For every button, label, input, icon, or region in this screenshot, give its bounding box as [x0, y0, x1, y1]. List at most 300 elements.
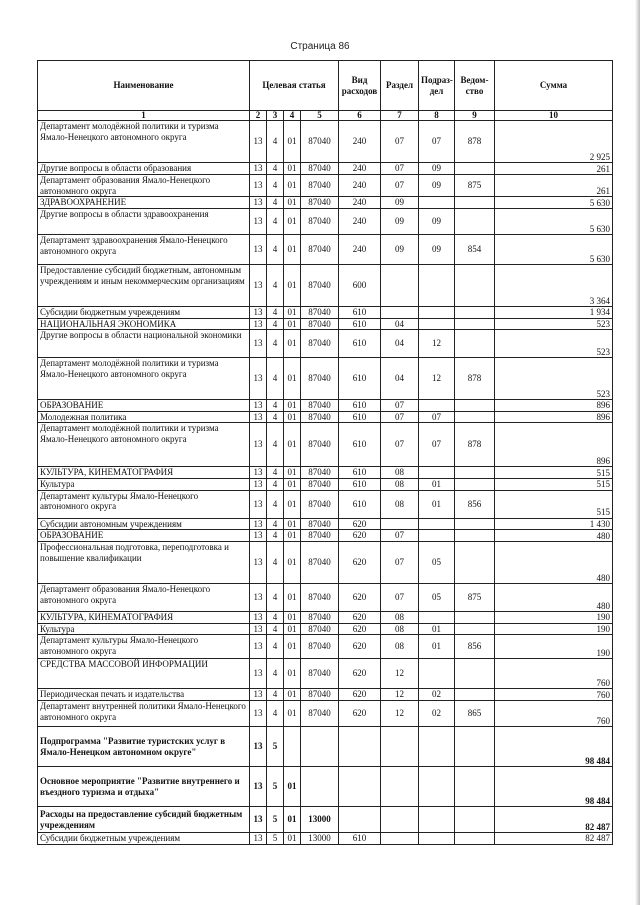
amount-value: 480 [495, 530, 613, 542]
target-code-program: 13 [250, 121, 267, 163]
table-row [38, 530, 613, 542]
expense-kind: 610 [339, 411, 381, 423]
row-name: СРЕДСТВА МАССОВОЙ ИНФОРМАЦИИ [38, 659, 250, 689]
target-code-direction: 87040 [301, 235, 339, 265]
target-code-program: 13 [250, 518, 267, 530]
amount-value: 190 [495, 612, 613, 624]
row-name: ОБРАЗОВАНИЕ [38, 400, 250, 412]
header-department: Ведом- ство [455, 61, 495, 111]
target-code-subprogram: 4 [267, 635, 284, 659]
header-row [38, 61, 613, 111]
row-name: Субсидии бюджетным учреждениям [38, 833, 250, 845]
table-row [38, 197, 613, 209]
target-code-subprogram: 4 [267, 623, 284, 635]
expense-kind: 240 [339, 235, 381, 265]
column-number: 4 [284, 111, 301, 121]
subsection-code: 01 [419, 635, 455, 659]
target-code-program: 13 [250, 530, 267, 542]
section-code: 12 [381, 659, 419, 689]
subsection-code [419, 612, 455, 624]
table-row [38, 358, 613, 400]
section-code: 07 [381, 530, 419, 542]
amount-value: 2 925 [495, 121, 613, 163]
subsection-code: 05 [419, 542, 455, 584]
target-code-subprogram: 4 [267, 358, 284, 400]
row-name: Предоставление субсидий бюджетным, автономным учреждениям и иным некоммерческим организациям [38, 265, 250, 307]
amount-value: 82 487 [495, 807, 613, 833]
expense-kind: 610 [339, 358, 381, 400]
department-code [455, 659, 495, 689]
target-code-event: 01 [284, 197, 301, 209]
department-code [455, 542, 495, 584]
expense-kind: 620 [339, 623, 381, 635]
target-code-direction: 13000 [301, 833, 339, 845]
section-code [381, 727, 419, 767]
target-code-program: 13 [250, 400, 267, 412]
subsection-code [419, 833, 455, 845]
target-code-subprogram: 4 [267, 235, 284, 265]
amount-value: 5 630 [495, 209, 613, 235]
target-code-direction: 87040 [301, 423, 339, 467]
header-amount: Сумма [495, 61, 613, 111]
target-code-program: 13 [250, 411, 267, 423]
subsection-code: 05 [419, 584, 455, 612]
target-code-event: 01 [284, 209, 301, 235]
column-number: 10 [495, 111, 613, 121]
target-code-program: 13 [250, 833, 267, 845]
section-code: 08 [381, 490, 419, 518]
amount-value: 261 [495, 175, 613, 197]
column-number: 2 [250, 111, 267, 121]
department-code: 878 [455, 358, 495, 400]
target-code-event: 01 [284, 767, 301, 807]
amount-value: 523 [495, 318, 613, 330]
target-code-event: 01 [284, 612, 301, 624]
target-code-event: 01 [284, 490, 301, 518]
target-code-direction: 87040 [301, 163, 339, 175]
table-row [38, 542, 613, 584]
row-name: Другие вопросы в области здравоохранения [38, 209, 250, 235]
target-code-subprogram: 5 [267, 727, 284, 767]
section-code: 07 [381, 121, 419, 163]
target-code-subprogram: 4 [267, 307, 284, 319]
department-code: 854 [455, 235, 495, 265]
table-row [38, 701, 613, 727]
target-code-event: 01 [284, 330, 301, 358]
section-code: 09 [381, 209, 419, 235]
target-code-subprogram: 4 [267, 701, 284, 727]
target-code-program: 13 [250, 701, 267, 727]
target-code-program: 13 [250, 490, 267, 518]
target-code-program: 13 [250, 163, 267, 175]
expense-kind: 620 [339, 542, 381, 584]
row-name: Культура [38, 479, 250, 491]
target-code-subprogram: 4 [267, 175, 284, 197]
column-number: 1 [38, 111, 250, 121]
target-code-program: 13 [250, 635, 267, 659]
header-kind: Вид расходов [339, 61, 381, 111]
department-code: 875 [455, 175, 495, 197]
target-code-event: 01 [284, 411, 301, 423]
section-code: 12 [381, 701, 419, 727]
expense-kind: 620 [339, 518, 381, 530]
table-row [38, 330, 613, 358]
target-code-subprogram: 5 [267, 767, 284, 807]
section-code: 07 [381, 423, 419, 467]
subsection-code [419, 659, 455, 689]
target-code-event: 01 [284, 307, 301, 319]
expense-kind: 610 [339, 490, 381, 518]
target-code-program: 13 [250, 767, 267, 807]
department-code [455, 767, 495, 807]
column-number: 8 [419, 111, 455, 121]
expense-kind: 620 [339, 659, 381, 689]
target-code-subprogram: 4 [267, 659, 284, 689]
subsection-code: 07 [419, 411, 455, 423]
target-code-direction: 87040 [301, 659, 339, 689]
department-code [455, 163, 495, 175]
target-code-program: 13 [250, 727, 267, 767]
column-number: 6 [339, 111, 381, 121]
subsection-code: 01 [419, 479, 455, 491]
section-code: 08 [381, 467, 419, 479]
target-code-program: 13 [250, 358, 267, 400]
target-code-event: 01 [284, 358, 301, 400]
expense-kind: 620 [339, 701, 381, 727]
department-code [455, 307, 495, 319]
section-code: 04 [381, 318, 419, 330]
section-code: 07 [381, 411, 419, 423]
target-code-subprogram: 4 [267, 209, 284, 235]
subsection-code [419, 467, 455, 479]
expense-kind: 610 [339, 400, 381, 412]
row-name: Департамент молодёжной политики и туризма Ямало-Ненецкого автономного округа [38, 121, 250, 163]
expense-kind: 240 [339, 197, 381, 209]
target-code-direction: 87040 [301, 689, 339, 701]
row-name: Департамент образования Ямало-Ненецкого автономного округа [38, 175, 250, 197]
amount-value: 523 [495, 358, 613, 400]
department-code [455, 209, 495, 235]
section-code: 08 [381, 635, 419, 659]
target-code-program: 13 [250, 423, 267, 467]
section-code [381, 265, 419, 307]
expense-kind: 620 [339, 584, 381, 612]
subsection-code: 09 [419, 235, 455, 265]
amount-value: 1 430 [495, 518, 613, 530]
section-code: 08 [381, 479, 419, 491]
target-code-direction [301, 727, 339, 767]
department-code [455, 689, 495, 701]
amount-value: 480 [495, 584, 613, 612]
department-code [455, 318, 495, 330]
amount-value: 896 [495, 423, 613, 467]
subsection-code: 07 [419, 423, 455, 467]
table-row [38, 833, 613, 845]
row-name: Субсидии бюджетным учреждениям [38, 307, 250, 319]
section-code: 07 [381, 584, 419, 612]
target-code-subprogram: 4 [267, 490, 284, 518]
target-code-subprogram: 4 [267, 689, 284, 701]
column-number: 7 [381, 111, 419, 121]
subsection-code: 07 [419, 121, 455, 163]
department-code [455, 411, 495, 423]
header-name: Наименование [38, 61, 250, 111]
page-header: Страница 86 [290, 41, 350, 52]
target-code-event: 01 [284, 701, 301, 727]
table-row [38, 175, 613, 197]
target-code-event: 01 [284, 400, 301, 412]
department-code [455, 530, 495, 542]
table-row [38, 612, 613, 624]
target-code-program: 13 [250, 330, 267, 358]
amount-value: 515 [495, 479, 613, 491]
row-name: Культура [38, 623, 250, 635]
row-name: Другие вопросы в области национальной экономики [38, 330, 250, 358]
table-row [38, 400, 613, 412]
target-code-direction: 87040 [301, 701, 339, 727]
subsection-code: 02 [419, 701, 455, 727]
target-code-event: 01 [284, 175, 301, 197]
target-code-program: 13 [250, 175, 267, 197]
subsection-code: 02 [419, 689, 455, 701]
table-row [38, 121, 613, 163]
target-code-subprogram: 4 [267, 400, 284, 412]
section-code: 07 [381, 400, 419, 412]
subsection-code: 09 [419, 209, 455, 235]
target-code-direction: 87040 [301, 265, 339, 307]
section-code [381, 307, 419, 319]
budget-table [37, 60, 613, 845]
target-code-program: 13 [250, 612, 267, 624]
target-code-event: 01 [284, 659, 301, 689]
expense-kind [339, 767, 381, 807]
target-code-direction: 87040 [301, 612, 339, 624]
table-body [38, 121, 613, 845]
section-code: 08 [381, 612, 419, 624]
department-code [455, 518, 495, 530]
target-code-program: 13 [250, 209, 267, 235]
target-code-direction: 87040 [301, 121, 339, 163]
row-name: Подпрограмма "Развитие туристских услуг в Ямало-Ненецком автономном округе" [38, 727, 250, 767]
target-code-direction: 87040 [301, 400, 339, 412]
amount-value: 3 364 [495, 265, 613, 307]
table-row [38, 265, 613, 307]
target-code-event: 01 [284, 623, 301, 635]
row-name: Департамент внутренней политики Ямало-Ненецкого автономного округа [38, 701, 250, 727]
row-name: Департамент культуры Ямало-Ненецкого автономного округа [38, 490, 250, 518]
scan-edge [635, 0, 640, 905]
table-row [38, 307, 613, 319]
table-row [38, 490, 613, 518]
target-code-program: 13 [250, 689, 267, 701]
row-name: КУЛЬТУРА, КИНЕМАТОГРАФИЯ [38, 467, 250, 479]
target-code-program: 13 [250, 235, 267, 265]
subsection-code [419, 807, 455, 833]
row-name: Основное мероприятие "Развитие внутреннего и въездного туризма и отдыха" [38, 767, 250, 807]
department-code [455, 623, 495, 635]
department-code [455, 479, 495, 491]
table-row [38, 584, 613, 612]
table-row [38, 623, 613, 635]
target-code-subprogram: 4 [267, 163, 284, 175]
subsection-code [419, 530, 455, 542]
table-row [38, 659, 613, 689]
amount-value: 896 [495, 411, 613, 423]
row-name: Департамент культуры Ямало-Ненецкого автономного округа [38, 635, 250, 659]
amount-value: 98 484 [495, 727, 613, 767]
table-row [38, 209, 613, 235]
table-row [38, 479, 613, 491]
amount-value: 261 [495, 163, 613, 175]
row-name: Департамент здравоохранения Ямало-Ненецкого автономного округа [38, 235, 250, 265]
amount-value: 760 [495, 659, 613, 689]
target-code-subprogram: 4 [267, 518, 284, 530]
target-code-subprogram: 4 [267, 411, 284, 423]
expense-kind: 610 [339, 318, 381, 330]
department-code: 856 [455, 490, 495, 518]
target-code-direction: 87040 [301, 175, 339, 197]
section-code: 09 [381, 197, 419, 209]
expense-kind: 610 [339, 423, 381, 467]
target-code-subprogram: 4 [267, 530, 284, 542]
amount-value: 5 630 [495, 235, 613, 265]
section-code [381, 767, 419, 807]
expense-kind: 600 [339, 265, 381, 307]
subsection-code [419, 318, 455, 330]
target-code-subprogram: 4 [267, 423, 284, 467]
column-numbers-row [38, 111, 613, 121]
table-row [38, 423, 613, 467]
expense-kind: 240 [339, 209, 381, 235]
header-subsection: Подраз- дел [419, 61, 455, 111]
target-code-event: 01 [284, 423, 301, 467]
target-code-program: 13 [250, 479, 267, 491]
target-code-direction: 87040 [301, 530, 339, 542]
target-code-program: 13 [250, 307, 267, 319]
target-code-direction: 87040 [301, 318, 339, 330]
section-code: 04 [381, 358, 419, 400]
subsection-code: 09 [419, 175, 455, 197]
department-code [455, 400, 495, 412]
target-code-subprogram: 4 [267, 584, 284, 612]
amount-value: 515 [495, 467, 613, 479]
section-code [381, 518, 419, 530]
target-code-subprogram: 4 [267, 265, 284, 307]
subsection-code: 09 [419, 163, 455, 175]
target-code-event: 01 [284, 689, 301, 701]
amount-value: 515 [495, 490, 613, 518]
section-code: 12 [381, 689, 419, 701]
department-code [455, 612, 495, 624]
target-code-direction: 87040 [301, 490, 339, 518]
target-code-direction: 87040 [301, 467, 339, 479]
expense-kind: 610 [339, 307, 381, 319]
expense-kind: 240 [339, 163, 381, 175]
amount-value: 896 [495, 400, 613, 412]
subsection-code: 01 [419, 623, 455, 635]
expense-kind: 610 [339, 467, 381, 479]
department-code [455, 197, 495, 209]
department-code [455, 833, 495, 845]
column-number: 9 [455, 111, 495, 121]
target-code-direction: 87040 [301, 542, 339, 584]
target-code-direction: 87040 [301, 330, 339, 358]
target-code-direction: 87040 [301, 479, 339, 491]
target-code-subprogram: 4 [267, 318, 284, 330]
amount-value: 98 484 [495, 767, 613, 807]
section-code: 07 [381, 542, 419, 584]
department-code [455, 265, 495, 307]
target-code-direction: 87040 [301, 411, 339, 423]
amount-value: 760 [495, 689, 613, 701]
department-code: 865 [455, 701, 495, 727]
target-code-program: 13 [250, 197, 267, 209]
subsection-code [419, 727, 455, 767]
target-code-program: 13 [250, 318, 267, 330]
subsection-code [419, 197, 455, 209]
target-code-event: 01 [284, 318, 301, 330]
row-name: Департамент молодёжной политики и туризма Ямало-Ненецкого автономного округа [38, 423, 250, 467]
amount-value: 480 [495, 542, 613, 584]
expense-kind: 240 [339, 121, 381, 163]
target-code-subprogram: 5 [267, 833, 284, 845]
target-code-subprogram: 4 [267, 330, 284, 358]
target-code-direction: 13000 [301, 807, 339, 833]
target-code-event: 01 [284, 542, 301, 584]
section-code: 07 [381, 175, 419, 197]
row-name: ЗДРАВООХРАНЕНИЕ [38, 197, 250, 209]
subsection-code: 01 [419, 490, 455, 518]
table-row [38, 727, 613, 767]
table-row [38, 467, 613, 479]
department-code: 878 [455, 423, 495, 467]
target-code-program: 13 [250, 807, 267, 833]
target-code-direction: 87040 [301, 623, 339, 635]
target-code-event [284, 727, 301, 767]
subsection-code: 12 [419, 330, 455, 358]
expense-kind: 610 [339, 330, 381, 358]
expense-kind: 620 [339, 635, 381, 659]
department-code: 878 [455, 121, 495, 163]
expense-kind: 620 [339, 612, 381, 624]
department-code [455, 330, 495, 358]
column-number: 5 [301, 111, 339, 121]
row-name: Профессиональная подготовка, переподготовка и повышение квалификации [38, 542, 250, 584]
section-code [381, 833, 419, 845]
target-code-event: 01 [284, 479, 301, 491]
target-code-direction: 87040 [301, 197, 339, 209]
subsection-code [419, 265, 455, 307]
target-code-event: 01 [284, 584, 301, 612]
table-row [38, 635, 613, 659]
target-code-direction [301, 767, 339, 807]
amount-value: 523 [495, 330, 613, 358]
subsection-code [419, 767, 455, 807]
target-code-direction: 87040 [301, 358, 339, 400]
table-row [38, 411, 613, 423]
target-code-program: 13 [250, 467, 267, 479]
amount-value: 190 [495, 635, 613, 659]
row-name: Другие вопросы в области образования [38, 163, 250, 175]
section-code: 08 [381, 623, 419, 635]
expense-kind: 610 [339, 833, 381, 845]
department-code [455, 727, 495, 767]
header-section: Раздел [381, 61, 419, 111]
target-code-direction: 87040 [301, 635, 339, 659]
target-code-subprogram: 4 [267, 121, 284, 163]
target-code-subprogram: 4 [267, 479, 284, 491]
target-code-subprogram: 4 [267, 197, 284, 209]
